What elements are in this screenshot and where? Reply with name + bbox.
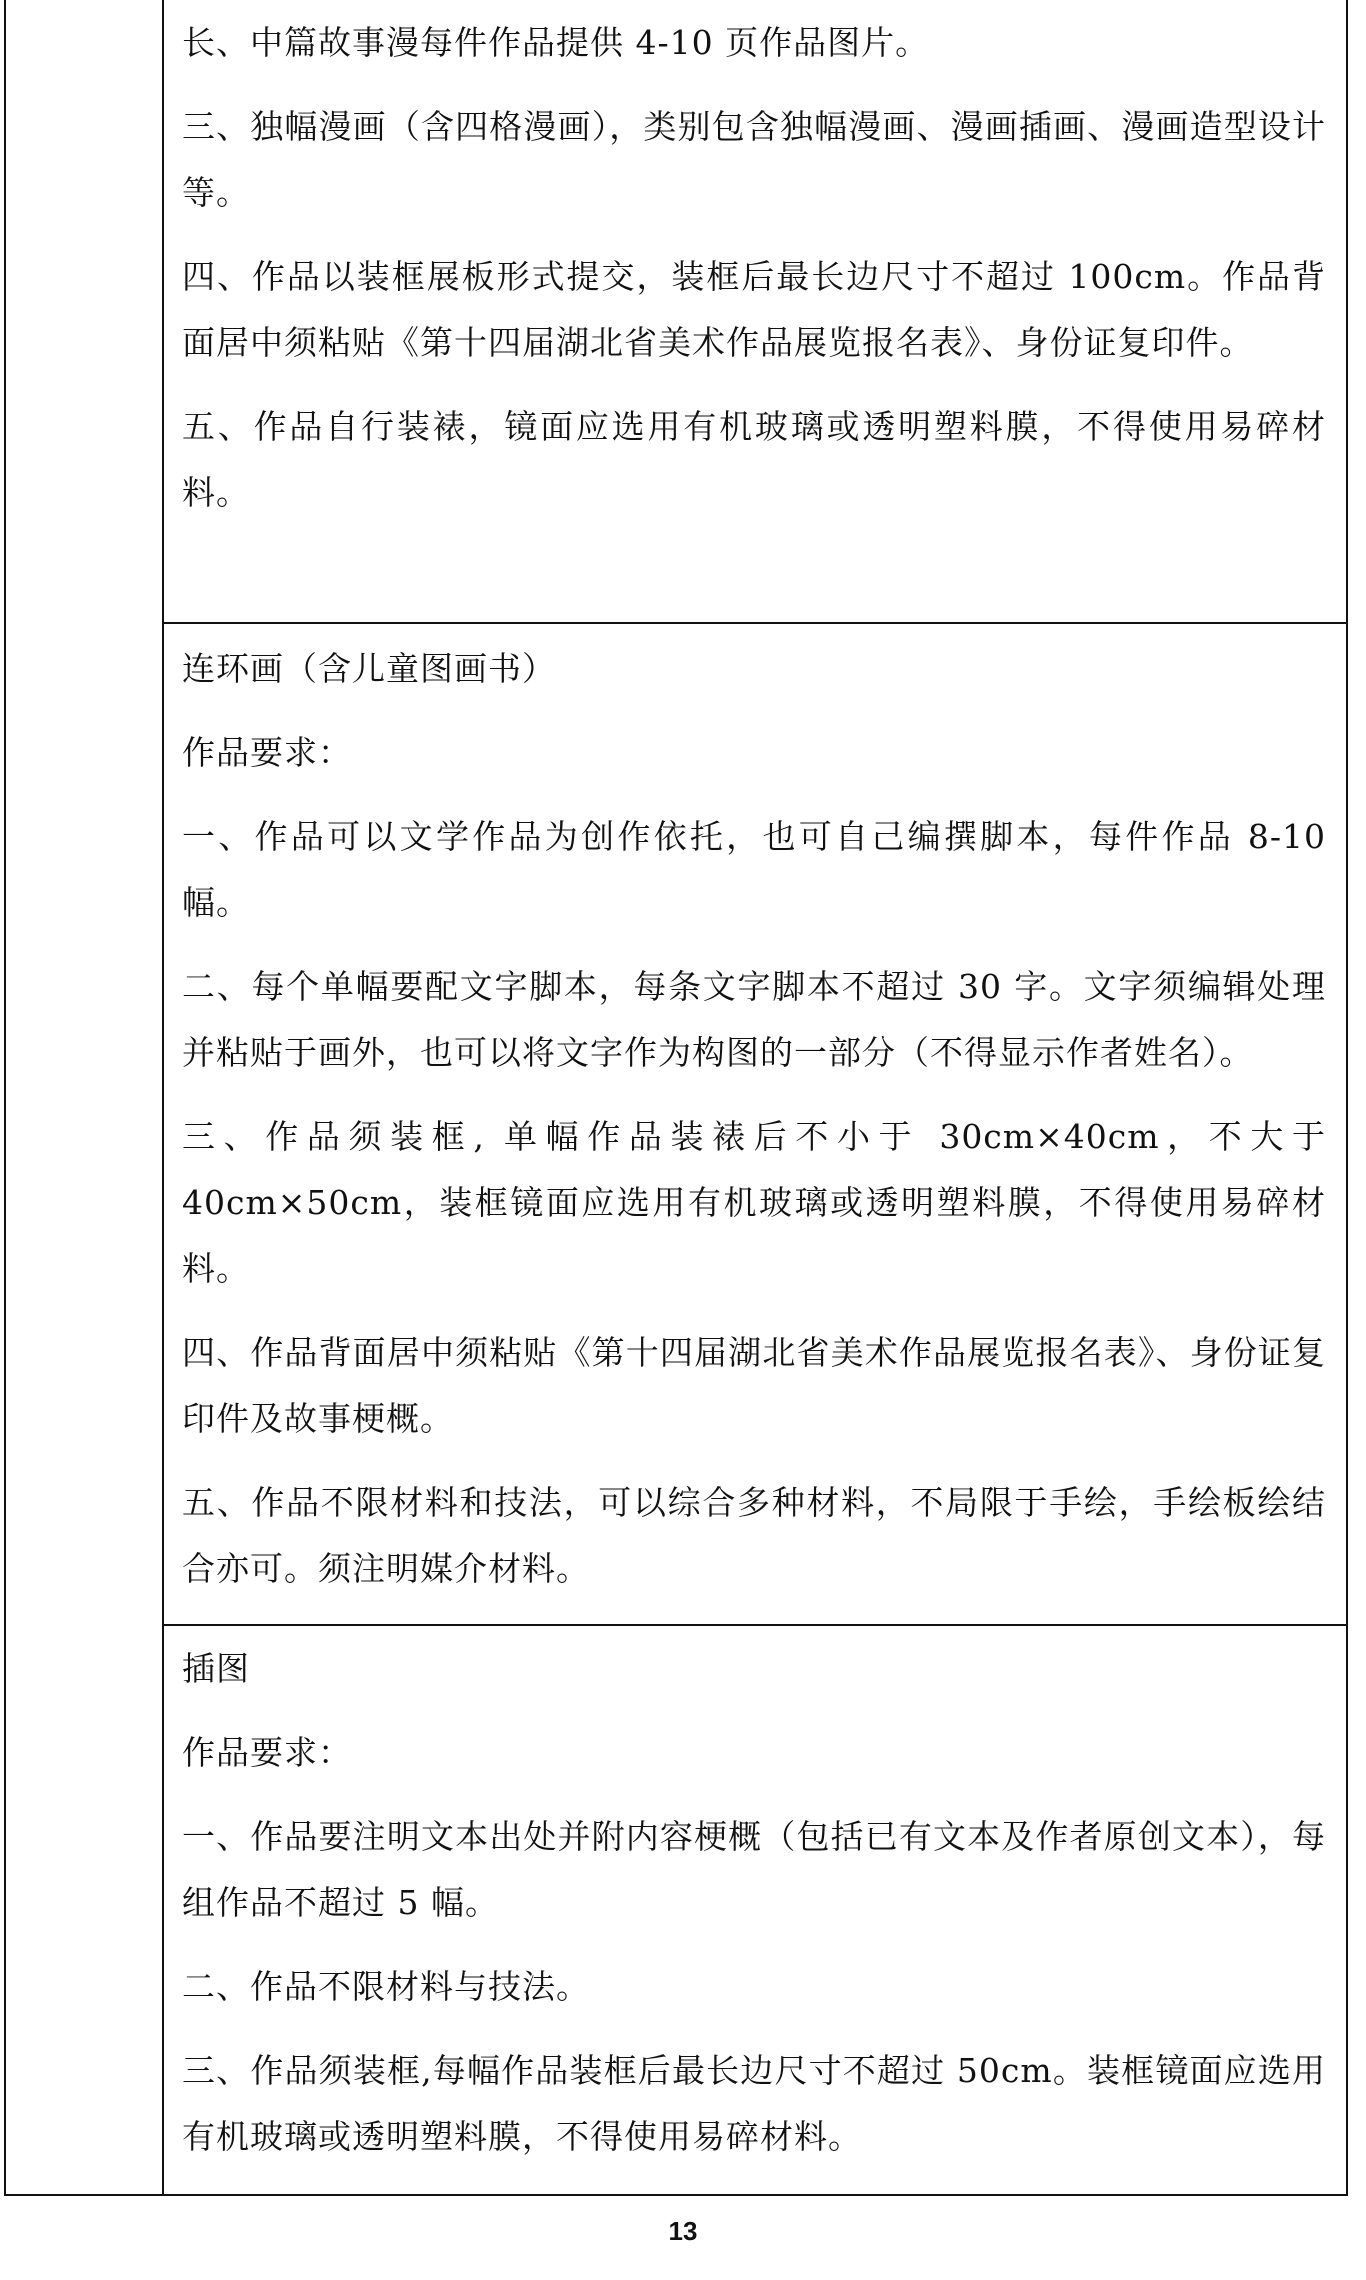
comic-para-4: 五、作品自行装裱，镜面应选用有机玻璃或透明塑料膜，不得使用易碎材料。 [182,407,1326,512]
requirements-label: 作品要求： [182,733,352,772]
section-title: 连环画（含儿童图画书） [182,649,556,688]
section-illustration [164,1624,1346,2170]
lianhuanhua-para-4: 四、作品背面居中须粘贴《第十四届湖北省美术作品展览报名表》、身份证复印件及故事梗概。 [182,1333,1326,1438]
lianhuanhua-para-2: 二、每个单幅要配文字脚本，每条文字脚本不超过 30 字。文字须编辑处理并粘贴于画外，也可以将文字作为构图的一部分（不得显示作者姓名）。 [182,967,1326,1072]
section-title: 插图 [182,1649,250,1688]
lianhuanhua-para-3: 三、作品须装框, 单幅作品装裱后不小于 30cm×40cm，不大于 40cm×50cm，装框镜面应选用有机玻璃或透明塑料膜，不得使用易碎材料。 [182,1117,1326,1288]
lianhuanhua-para-1: 一、作品可以文学作品为创作依托，也可自己编撰脚本，每件作品 8-10 幅。 [182,817,1326,922]
section-comic-continued [164,10,1346,526]
comic-para-2: 三、独幅漫画（含四格漫画），类别包含独幅漫画、漫画插画、漫画造型设计等。 [182,107,1326,212]
illustration-para-1: 一、作品要注明文本出处并附内容梗概（包括已有文本及作者原创文本），每组作品不超过 5 幅。 [182,1817,1326,1922]
section-lianhuanhua [164,622,1346,1602]
illustration-para-3: 三、作品须装框,每幅作品装框后最长边尺寸不超过 50cm。装框镜面应选用有机玻璃或透明塑料膜，不得使用易碎材料。 [182,2051,1326,2156]
page-number: 13 [668,2216,698,2246]
lianhuanhua-para-5: 五、作品不限材料和技法，可以综合多种材料，不局限于手绘，手绘板绘结合亦可。须注明媒介材料。 [182,1483,1326,1588]
comic-para-1: 长、中篇故事漫每件作品提供 4-10 页作品图片。 [182,23,930,62]
comic-para-3: 四、作品以装框展板形式提交，装框后最长边尺寸不超过 100cm。作品背面居中须粘贴《第十四届湖北省美术作品展览报名表》、身份证复印件。 [182,257,1326,362]
table-right-column [164,0,1346,2194]
requirements-label: 作品要求： [182,1733,352,1772]
requirements-table [4,0,1348,2196]
table-left-column [6,0,164,2194]
illustration-para-2: 二、作品不限材料与技法。 [182,1967,590,2006]
